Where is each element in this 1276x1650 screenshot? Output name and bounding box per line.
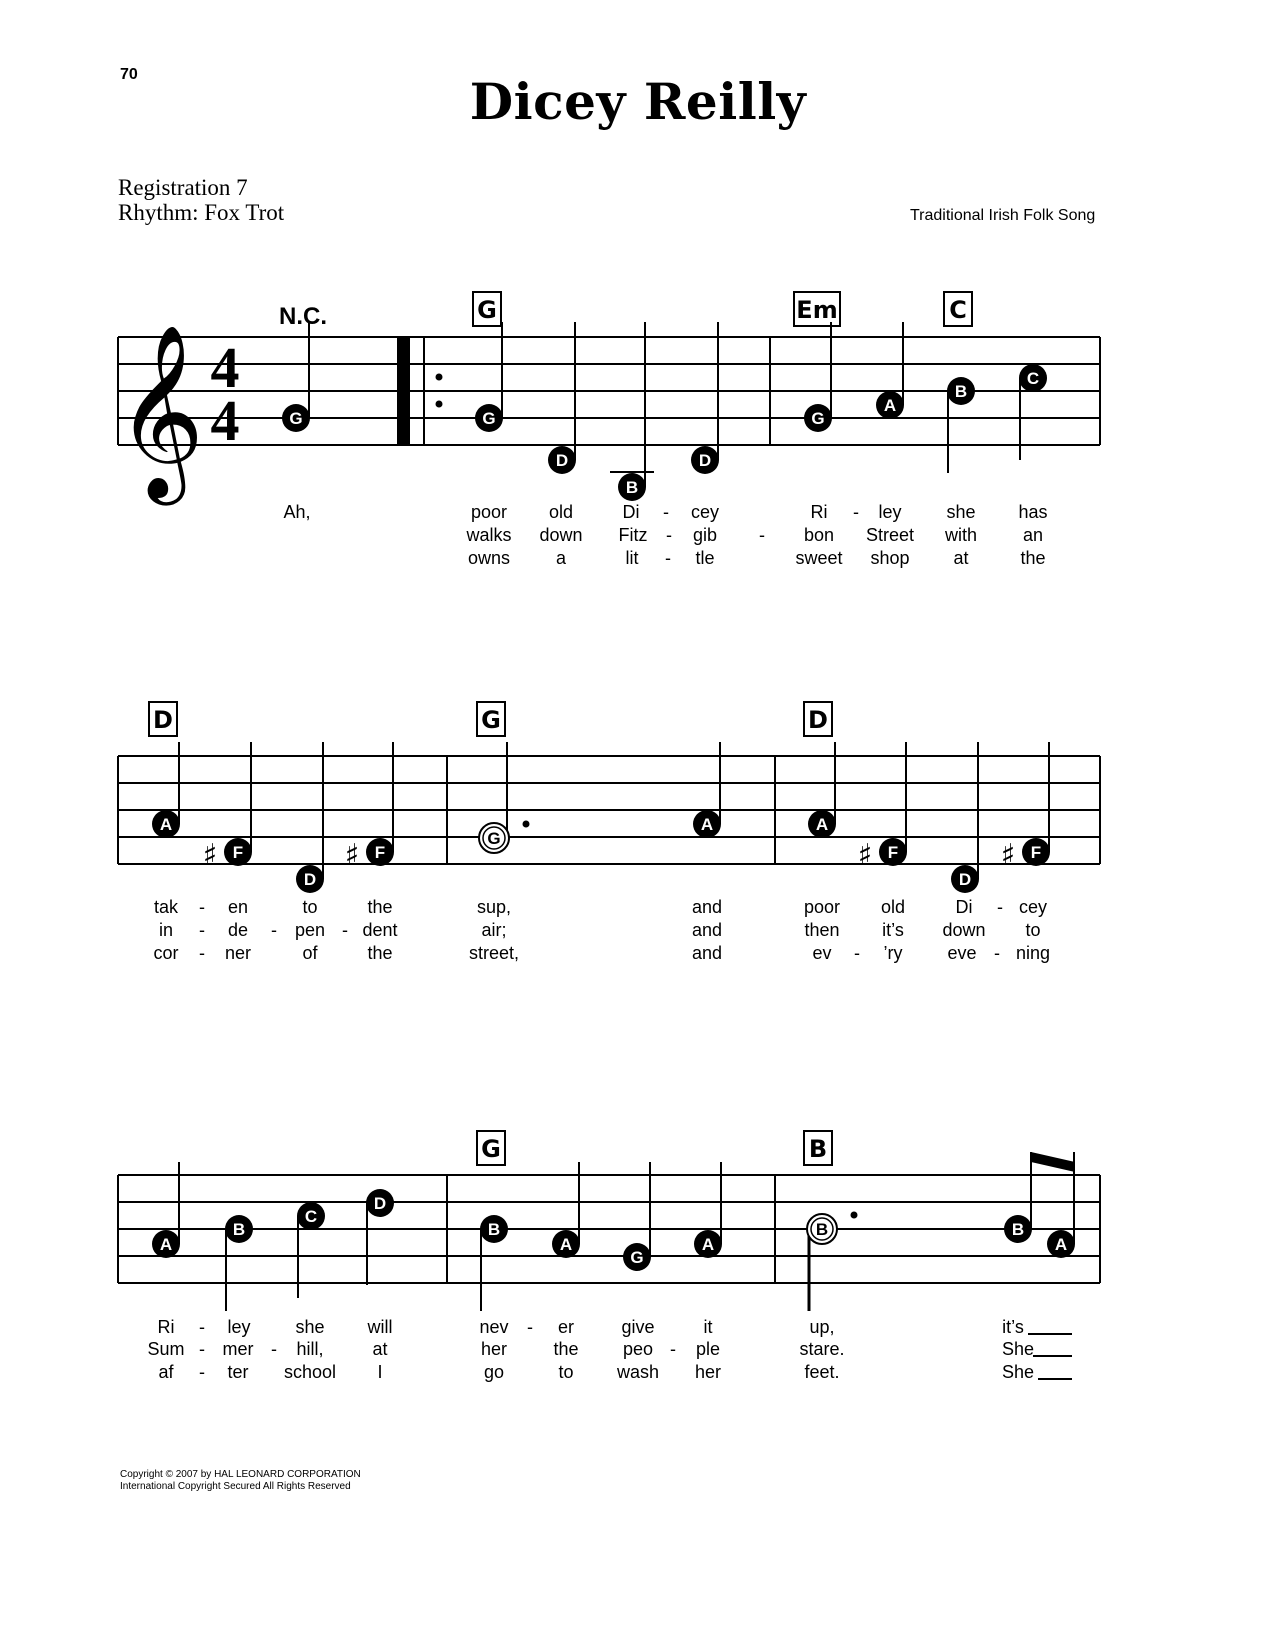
note-letter: A (701, 1235, 715, 1254)
note-letter: A (159, 1235, 173, 1254)
lyric-word: I (377, 1362, 383, 1382)
chord-symbol: B (808, 1135, 828, 1163)
note-letter: D (303, 870, 317, 889)
note (548, 322, 576, 474)
sharp-sign: ♯ (202, 838, 218, 873)
note-letter: D (958, 870, 972, 889)
note (152, 1162, 180, 1258)
lyric-hyphen: - (854, 943, 860, 963)
lyric-word: the (367, 943, 393, 963)
note (475, 322, 503, 432)
lyric-word: wash (616, 1362, 660, 1382)
note-letter: B (1011, 1220, 1025, 1239)
lyric-word: shop (870, 548, 910, 568)
lyric-word: Ah, (283, 502, 311, 522)
note-letter: C (304, 1207, 318, 1226)
note-letter: G (487, 829, 501, 848)
lyric-word: eve (947, 943, 977, 963)
lyric-word: poor (470, 502, 508, 522)
lyric-word: sweet (795, 548, 843, 568)
lyric-word: She (1001, 1362, 1035, 1382)
lyric-word: go (483, 1362, 505, 1382)
chord-symbol: G (481, 1135, 501, 1163)
chord-symbol: G (477, 296, 497, 324)
lyric-hyphen: - (342, 920, 348, 940)
composer-credit: Traditional Irish Folk Song (910, 207, 1096, 224)
note-letter: F (232, 843, 244, 862)
lyric-word: give (621, 1317, 655, 1337)
lyric-hyphen: - (271, 920, 277, 940)
lyric-word: Fitz (618, 525, 648, 545)
lyric-word: her (480, 1339, 508, 1359)
lyric-word: dent (362, 920, 398, 940)
lyric-hyphen: - (271, 1339, 277, 1359)
note (296, 742, 324, 893)
lyric-hyphen: - (199, 897, 205, 917)
note-letter: A (883, 396, 897, 415)
note (807, 1212, 858, 1312)
time-signature-bottom: 4 (210, 388, 240, 453)
lyric-word: the (1020, 548, 1046, 568)
lyric-word: up, (809, 1317, 835, 1337)
lyric-hyphen: - (666, 525, 672, 545)
note-letter: F (887, 843, 899, 862)
note (224, 742, 252, 866)
sharp-sign: ♯ (1000, 838, 1016, 873)
lyric-hyphen: - (663, 502, 669, 522)
lyric-hyphen: - (853, 502, 859, 522)
lyric-word: street, (468, 943, 520, 963)
note-letter: B (815, 1220, 829, 1239)
sharp-sign: ♯ (857, 838, 873, 873)
note (1022, 742, 1050, 866)
lyric-word: she (946, 502, 976, 522)
lyric-word: walks (466, 525, 512, 545)
note-letter: G (482, 409, 496, 428)
lyric-word: an (1022, 525, 1044, 545)
lyric-word: and (691, 920, 723, 940)
lyric-word: down (539, 525, 583, 545)
registration-label: Registration 7 (118, 175, 248, 200)
repeat-dot (436, 401, 443, 408)
lyric-word: tak (153, 897, 179, 917)
lyric-word: a (555, 548, 567, 568)
no-chord-marker: N.C. (279, 303, 327, 330)
lyric-word: sup, (476, 897, 512, 917)
note-letter: G (630, 1248, 644, 1267)
chord-symbol: G (481, 706, 501, 734)
lyric-hyphen: - (665, 548, 671, 568)
note-letter: A (700, 815, 714, 834)
lyric-word: cey (1018, 897, 1048, 917)
note (366, 742, 394, 866)
note-letter: B (487, 1220, 501, 1239)
lyric-hyphen: - (199, 920, 205, 940)
note (366, 1189, 394, 1285)
note (282, 322, 310, 432)
note-letter: B (625, 478, 639, 497)
lyric-word: en (227, 897, 249, 917)
lyric-word: owns (467, 548, 511, 568)
note-letter: A (159, 815, 173, 834)
lyric-word: cey (690, 502, 720, 522)
lyric-word: feet. (804, 1362, 840, 1382)
lyric-word: lit (625, 548, 639, 568)
lyric-word: peo (622, 1339, 654, 1359)
lyric-word: it’s (882, 920, 904, 940)
note-letter: G (289, 409, 303, 428)
lyric-word: ple (695, 1339, 721, 1359)
lyric-word: school (283, 1362, 337, 1382)
augmentation-dot (851, 1212, 858, 1219)
note (623, 1162, 651, 1271)
note (951, 742, 979, 893)
note-letter: A (559, 1235, 573, 1254)
lyric-hyphen: - (670, 1339, 676, 1359)
treble-clef: 𝄞 (115, 324, 205, 498)
copyright-line: Copyright © 2007 by HAL LEONARD CORPORATION (120, 1469, 361, 1480)
page-number: 70 (120, 66, 138, 83)
lyric-hyphen: - (997, 897, 1003, 917)
repeat-dot (436, 374, 443, 381)
lyric-word: air; (481, 920, 507, 940)
lyric-word: She (1001, 1339, 1035, 1359)
lyric-word: has (1018, 502, 1048, 522)
lyric-word: ner (224, 943, 252, 963)
lyric-hyphen: - (199, 943, 205, 963)
lyric-word: she (295, 1317, 325, 1337)
lyric-word: pen (294, 920, 326, 940)
note (947, 377, 975, 473)
lyric-word: Ri (810, 502, 828, 522)
song-title: Dicey Reilly (469, 72, 807, 131)
note-letter: D (373, 1194, 387, 1213)
lyric-word: to (558, 1362, 574, 1382)
lyric-word: to (302, 897, 318, 917)
lyric-word: poor (803, 897, 841, 917)
lyric-word: bon (803, 525, 835, 545)
lyric-word: Sum (147, 1339, 185, 1359)
note (1004, 1152, 1032, 1243)
lyric-word: it (703, 1317, 713, 1337)
note-letter: A (1054, 1235, 1068, 1254)
lyric-word: old (548, 502, 574, 522)
lyric-word: gib (692, 525, 718, 545)
time-signature-top: 4 (210, 335, 240, 400)
note (804, 322, 832, 432)
lyric-word: Street (865, 525, 915, 545)
augmentation-dot (523, 821, 530, 828)
lyric-word: and (691, 897, 723, 917)
lyric-word: with (944, 525, 978, 545)
note-letter: F (1030, 843, 1042, 862)
lyric-word: Di (622, 502, 640, 522)
lyric-word: the (367, 897, 393, 917)
lyric-hyphen: - (199, 1339, 205, 1359)
chord-symbol: C (949, 296, 967, 324)
lyric-word: her (694, 1362, 722, 1382)
lyric-word: ter (227, 1362, 249, 1382)
lyric-word: mer (222, 1339, 254, 1359)
note (225, 1215, 253, 1311)
sharp-sign: ♯ (344, 838, 360, 873)
lyric-word: ley (227, 1317, 251, 1337)
chord-symbol: Em (796, 296, 838, 324)
note (552, 1162, 580, 1258)
lyric-word: old (880, 897, 906, 917)
lyric-word: tle (695, 548, 715, 568)
note (879, 742, 907, 866)
lyric-word: ning (1015, 943, 1051, 963)
lyric-word: ley (878, 502, 902, 522)
note-letter: B (954, 382, 968, 401)
rhythm-label: Rhythm: Fox Trot (118, 200, 285, 225)
note-letter: B (232, 1220, 246, 1239)
note-letter: C (1026, 369, 1040, 388)
note-letter: D (698, 451, 712, 470)
lyric-word: er (557, 1317, 575, 1337)
lyric-word: stare. (799, 1339, 845, 1359)
note-letter: G (811, 409, 825, 428)
lyric-word: hill, (296, 1339, 324, 1359)
lyric-word: down (942, 920, 986, 940)
note (694, 1162, 722, 1258)
lyric-hyphen: - (199, 1362, 205, 1382)
lyric-hyphen: - (527, 1317, 533, 1337)
lyric-word: at (372, 1339, 388, 1359)
lyric-hyphen: - (759, 525, 765, 545)
lyric-word: the (553, 1339, 579, 1359)
lyric-word: will (367, 1317, 393, 1337)
lyric-word: it’s (1002, 1317, 1024, 1337)
lyric-hyphen: - (994, 943, 1000, 963)
lyric-word: Ri (157, 1317, 175, 1337)
note (610, 322, 654, 501)
note (480, 1215, 508, 1311)
copyright-line: International Copyright Secured All Rights Reserved (120, 1481, 351, 1492)
repeat-thick-bar (397, 337, 410, 445)
chord-symbol: D (153, 706, 173, 734)
lyric-word: and (691, 943, 723, 963)
lyric-word: de (227, 920, 249, 940)
lyric-word: of (302, 943, 318, 963)
lyric-hyphen: - (199, 1317, 205, 1337)
note-beam (1031, 1152, 1075, 1172)
lyric-word: ev (812, 943, 832, 963)
lyric-word: ’ry (883, 943, 903, 963)
chord-symbol: D (808, 706, 828, 734)
lyric-word: at (953, 548, 969, 568)
note-letter: F (374, 843, 386, 862)
note (691, 322, 719, 474)
lyric-word: af (158, 1362, 174, 1382)
lyric-word: in (158, 920, 174, 940)
lyric-word: nev (479, 1317, 509, 1337)
note-letter: A (815, 815, 829, 834)
lyric-word: to (1025, 920, 1041, 940)
note-letter: D (555, 451, 569, 470)
lyric-word: cor (153, 943, 179, 963)
lyric-word: Di (955, 897, 973, 917)
lyric-word: then (804, 920, 840, 940)
